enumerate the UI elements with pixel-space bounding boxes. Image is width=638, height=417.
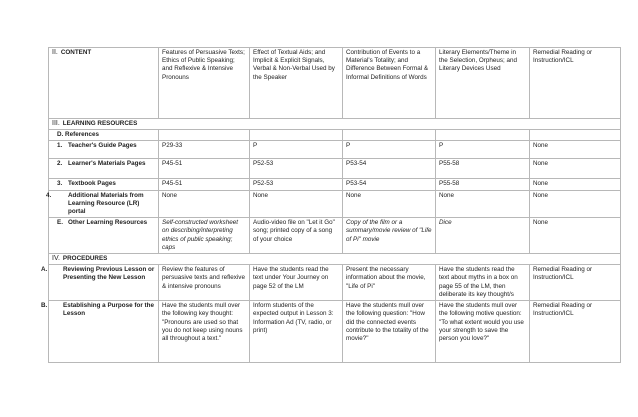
other-resources-cell-4: Dice [436, 218, 530, 254]
establishing-purpose-row [49, 301, 621, 363]
learning-resources-label: LEARNING RESOURCES [62, 120, 138, 127]
row-number: B. [41, 302, 48, 310]
textbook-pages-cell-3: P53-54 [343, 179, 436, 190]
reviewing-lesson-label-cell [41, 265, 159, 301]
textbook-pages-cell-5: None [530, 179, 621, 190]
row-number: 1. [57, 142, 63, 150]
learning-resources-header [49, 119, 621, 130]
reviewing-lesson-row [49, 265, 621, 301]
content-roman: II. [52, 49, 58, 56]
content-cell-4: Literary Elements/Theme in the Selection, Orpheus; and Literary Devices Used [436, 48, 530, 119]
content-cell-5: Remedial Reading or Instruction/ICL [530, 48, 621, 119]
other-resources-cell-5: None [530, 218, 621, 254]
textbook-pages-cell-1: P45-51 [159, 179, 250, 190]
row-number: 4. [46, 191, 52, 199]
textbook-pages-cell-4: P55-58 [436, 179, 530, 190]
learning-resources-roman: III. [52, 120, 60, 127]
content-cell-1: Features of Persuasive Texts; Ethics of Public Speaking; and Reflexive & Intensive Pronouns [159, 48, 250, 119]
reviewing-lesson-cell-5: Remedial Reading or Instruction/ICL [530, 265, 621, 301]
teachers-guide-cell-5: None [530, 141, 621, 159]
references-cell-4 [436, 130, 530, 141]
content-cell-3: Contribution of Events to a Material's Totality; and Difference Between Formal & Informal Definitions of Words [343, 48, 436, 119]
additional-materials-cell-2: None [250, 190, 343, 218]
reviewing-lesson-cell-2: Have the students read the text under Your Journey on page 52 of the LM [250, 265, 343, 301]
textbook-pages-label: Textbook Pages [68, 180, 116, 188]
teachers-guide-label-cell [49, 141, 159, 159]
learners-materials-cell-2: P52-53 [250, 159, 343, 179]
learning-resources-header-row [49, 119, 621, 130]
reviewing-lesson-cell-4: Have the students read the text about myths in a box on page 55 of the LM, then deliberate its key thought/s [436, 265, 530, 301]
additional-materials-cell-4: None [436, 190, 530, 218]
procedures-label: PROCEDURES [62, 255, 108, 263]
content-cell-2: Effect of Textual Aids; and Implicit & Explicit Signals, Verbal & Non-Verbal Used by the Speaker [250, 48, 343, 119]
learners-materials-label-cell [49, 159, 159, 179]
teachers-guide-cell-4: P [436, 141, 530, 159]
textbook-pages-cell-2: P52-53 [250, 179, 343, 190]
teachers-guide-cell-1: P29-33 [159, 141, 250, 159]
content-label-cell [49, 48, 159, 119]
references-cell-5 [530, 130, 621, 141]
reviewing-lesson-cell-3: Present the necessary information about the movie, "Life of Pi" [343, 265, 436, 301]
references-cell-2 [250, 130, 343, 141]
additional-materials-label-cell [46, 190, 159, 218]
teachers-guide-row [49, 141, 621, 159]
references-cell-1 [159, 130, 250, 141]
establishing-purpose-cell-5: Remedial Reading or Instruction/ICL [530, 301, 621, 363]
teachers-guide-cell-3: P [343, 141, 436, 159]
procedures-header-row [49, 254, 621, 265]
procedures-roman: IV. [52, 255, 60, 263]
additional-materials-row [49, 190, 621, 218]
teachers-guide-cell-2: P [250, 141, 343, 159]
row-number: 2. [57, 160, 63, 168]
establishing-purpose-cell-4: Have the students mull over the following motive question: "To what extent would you use your strength to save the person you love?" [436, 301, 530, 363]
additional-materials-cell-1: None [159, 190, 250, 218]
learners-materials-label: Learner's Materials Pages [68, 160, 146, 168]
textbook-pages-label-cell [49, 179, 159, 190]
establishing-purpose-label-cell [41, 301, 159, 363]
other-resources-cell-1: Self-constructed worksheet on describing/interpreting ethics of public speaking; caps [159, 218, 250, 254]
row-number: E. [57, 219, 63, 227]
teachers-guide-label: Teacher's Guide Pages [68, 142, 137, 150]
learners-materials-row [49, 159, 621, 179]
procedures-header [49, 254, 621, 265]
other-resources-cell-3: Copy of the film or a summary/movie review of "Life of Pi" movie [343, 218, 436, 254]
establishing-purpose-cell-3: Have the students mull over the following question: "How did the connected events contribute to the totality of the movie?" [343, 301, 436, 363]
other-resources-cell-2: Audio-video file on "Let it Go" song; printed copy of a song of your choice [250, 218, 343, 254]
other-resources-label-cell [49, 218, 159, 254]
other-resources-label: Other Learning Resources [68, 219, 148, 227]
other-resources-row [49, 218, 621, 254]
row-number: 3. [57, 180, 63, 188]
reviewing-lesson-cell-1: Review the features of persuasive texts and reflexive & intensive pronouns [159, 265, 250, 301]
reviewing-lesson-label: Reviewing Previous Lesson or Presenting the New Lesson [63, 266, 155, 282]
establishing-purpose-cell-2: Inform students of the expected output in Lesson 3: Information Ad (TV, radio, or print) [250, 301, 343, 363]
additional-materials-cell-5: None [530, 190, 621, 218]
lesson-plan-table [41, 47, 621, 363]
references-label: D. References [49, 130, 159, 141]
establishing-purpose-cell-1: Have the students mull over the following key thought: "Pronouns are used so that you do not keep using nouns all throughout a text." [159, 301, 250, 363]
row-number: A. [41, 266, 48, 274]
learners-materials-cell-4: P55-58 [436, 159, 530, 179]
additional-materials-label: Additional Materials from Learning Resource (LR) portal [68, 191, 144, 216]
content-row [49, 48, 621, 119]
establishing-purpose-label: Establishing a Purpose for the Lesson [63, 302, 154, 318]
additional-materials-cell-3: None [343, 190, 436, 218]
references-row [49, 130, 621, 141]
references-cell-3 [343, 130, 436, 141]
learners-materials-cell-5: None [530, 159, 621, 179]
learners-materials-cell-1: P45-51 [159, 159, 250, 179]
textbook-pages-row [49, 179, 621, 190]
content-label: CONTENT [60, 49, 92, 56]
learners-materials-cell-3: P53-54 [343, 159, 436, 179]
